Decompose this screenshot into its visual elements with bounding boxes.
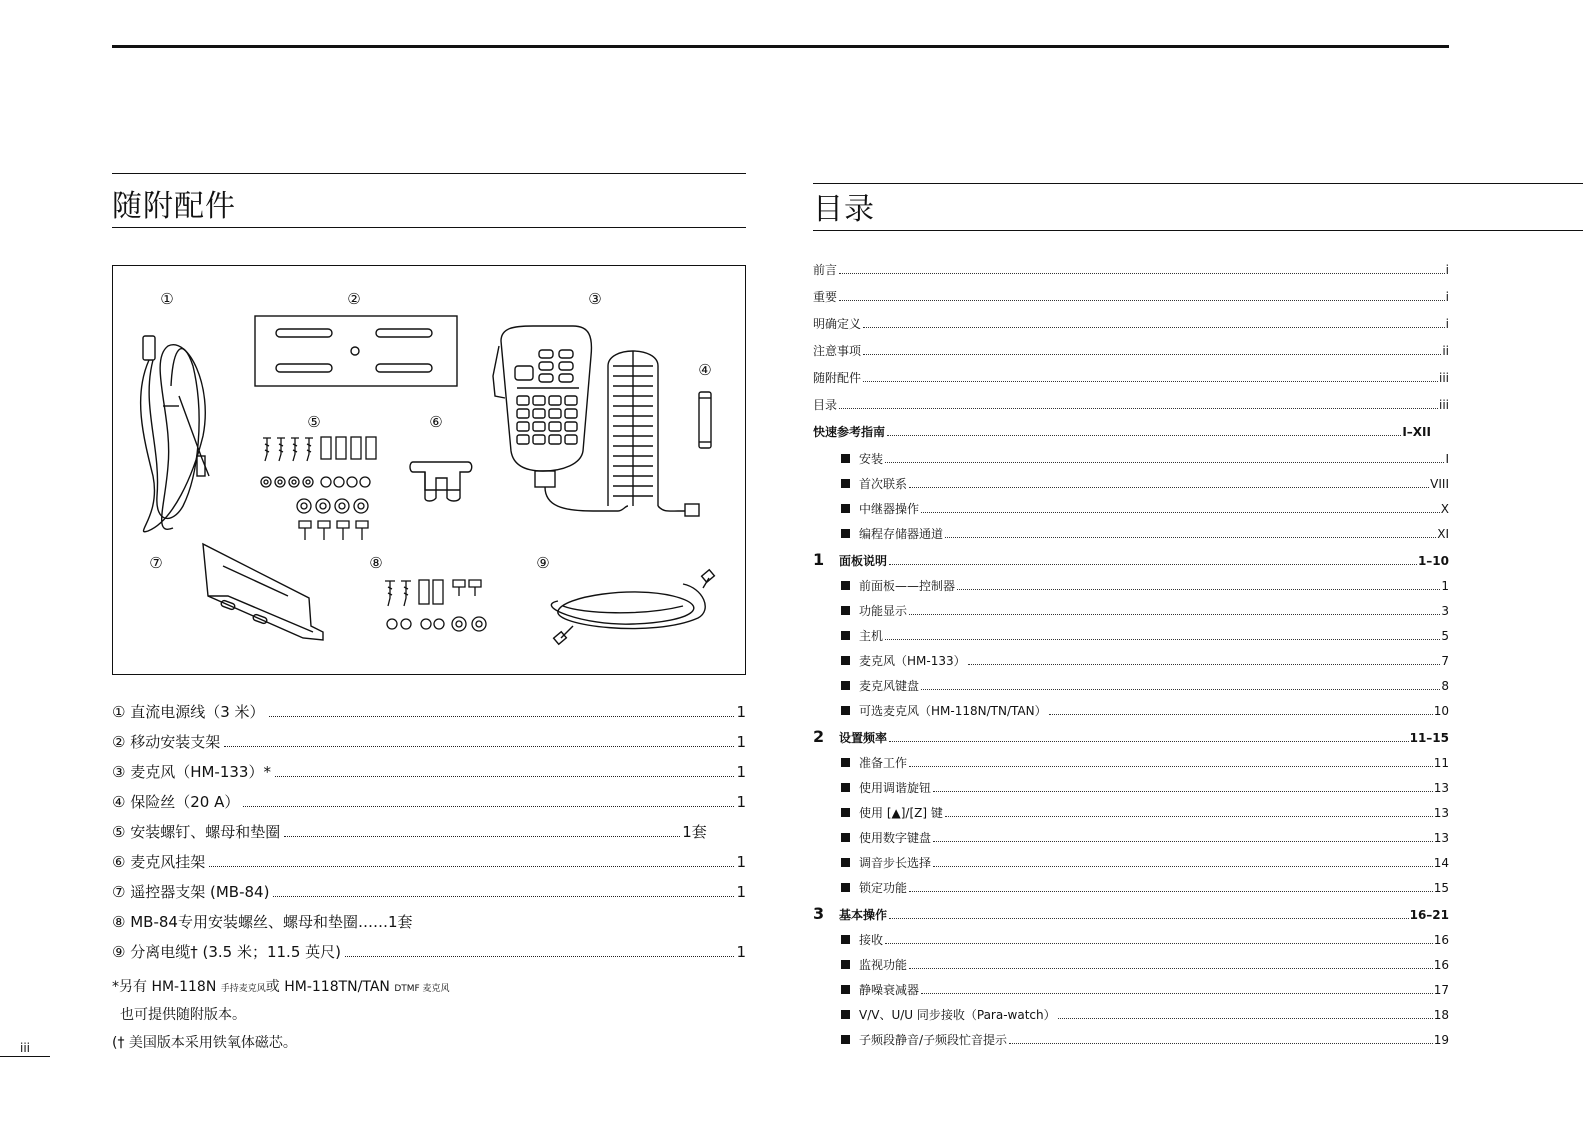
toc-entry-label: 安装 (859, 452, 884, 466)
bullet-square-icon (841, 1035, 850, 1044)
toc-entry-page: iii (1438, 398, 1449, 412)
accessories-title: 随附配件 (112, 189, 236, 224)
dot-leader (945, 537, 1436, 538)
toc-entry-label: 锁定功能 (859, 881, 908, 895)
toc-entry-label: 随附配件 (813, 371, 862, 385)
toc-entry-label: 目录 (813, 398, 838, 412)
top-rule (112, 45, 1449, 48)
toc-entry-label: 主机 (859, 629, 884, 643)
dot-leader (921, 512, 1440, 513)
dot-leader (909, 968, 1433, 969)
toc-entry[interactable] (813, 525, 1449, 550)
toc-entry-page: iii (1438, 371, 1449, 385)
footnote-small-text: DTMF 麦克风 (394, 984, 450, 994)
dot-leader (909, 487, 1429, 488)
dot-leader (933, 791, 1433, 792)
dot-leader (863, 327, 1445, 328)
figure-label-6: ⑥ (429, 413, 443, 431)
figure-label-5: ⑤ (307, 413, 321, 431)
toc-entry-label: 快速参考指南 (813, 425, 886, 439)
list-item (112, 851, 746, 881)
toc-entry-page: 10 (1433, 704, 1449, 718)
item-label: ⑥ 麦克风挂架 (112, 853, 206, 871)
footnote-ferrite: († 美国版本采用铁氧体磁芯。 (112, 1035, 297, 1051)
toc-entry-page: 7 (1441, 654, 1449, 668)
figure-label-9: ⑨ (536, 554, 550, 572)
footnote-small-text: 手持麦克风 (220, 984, 266, 994)
dot-leader (1009, 1043, 1433, 1044)
toc-entry-page: 1 (1441, 579, 1449, 593)
accessories-list (112, 701, 746, 971)
dot-leader (269, 716, 735, 717)
mb84-screws-drawing (385, 580, 486, 631)
toc-entry[interactable] (813, 500, 1449, 525)
bullet-square-icon (841, 858, 850, 867)
toc-entry[interactable] (813, 450, 1449, 475)
toc-entry[interactable] (813, 1006, 1449, 1031)
dot-leader (909, 891, 1433, 892)
toc-entry[interactable] (813, 550, 1449, 577)
item-quantity: 1 (736, 943, 746, 961)
dot-leader (275, 776, 734, 777)
dot-leader (885, 943, 1433, 944)
toc-entry-page: ii (1442, 344, 1449, 358)
figure-label-2: ② (347, 290, 361, 308)
footnote-microphone (112, 973, 746, 1001)
toc-entry-page: 17 (1433, 983, 1449, 997)
toc-entry-page: i (1445, 263, 1449, 277)
toc-entry-label: 麦克风键盘 (859, 679, 920, 693)
item-label: ④ 保险丝（20 A） (112, 793, 240, 811)
chapter-number: 2 (813, 727, 825, 746)
toc-entry[interactable] (813, 879, 1449, 904)
toc-entry-label: 中继器操作 (859, 502, 920, 516)
dot-leader (909, 766, 1433, 767)
list-item (112, 731, 746, 761)
washer-row (297, 499, 368, 513)
toc-entry[interactable] (813, 677, 1449, 702)
toc-entry-page: i (1445, 290, 1449, 304)
dot-leader (921, 993, 1433, 994)
toc-entry[interactable] (813, 727, 1449, 754)
accessories-figure (112, 265, 746, 675)
bullet-square-icon (841, 883, 850, 892)
toc-entry-page: VIII (1430, 477, 1449, 491)
toc-entry-page: 19 (1433, 1033, 1449, 1047)
bullet-square-icon (841, 529, 850, 538)
toc-entry-page: 8 (1441, 679, 1449, 693)
dot-leader (209, 866, 734, 867)
toc-entry-page: 3 (1441, 604, 1449, 618)
dot-leader (243, 806, 734, 807)
item-label: ⑤ 安装螺钉、螺母和垫圈 (112, 823, 281, 841)
item-label: ③ 麦克风（HM-133）* (112, 763, 271, 781)
bullet-square-icon (841, 606, 850, 615)
figure-label-8: ⑧ (369, 554, 383, 572)
toc-entry[interactable] (813, 904, 1449, 931)
dot-leader (933, 841, 1433, 842)
screw-row (263, 437, 376, 461)
dot-leader (273, 896, 734, 897)
toc-entry-label: 功能显示 (859, 604, 908, 618)
mic-hanger-drawing (410, 462, 472, 501)
item-label: ② 移动安装支架 (112, 733, 221, 751)
toc-entry-label: 重要 (813, 290, 838, 304)
list-item (112, 881, 746, 911)
toc-entry[interactable] (813, 931, 1449, 956)
toc-entry[interactable] (813, 956, 1449, 981)
list-item (112, 761, 746, 791)
bullet-square-icon (841, 960, 850, 969)
bullet-square-icon (841, 985, 850, 994)
dot-leader (839, 300, 1445, 301)
item-label: ① 直流电源线（3 米） (112, 703, 265, 721)
dot-leader (889, 564, 1417, 565)
bullet-square-icon (841, 706, 850, 715)
dot-leader (968, 664, 1441, 665)
toc-entry-label: 使用调谐旋钮 (859, 781, 932, 795)
dot-leader (885, 639, 1440, 640)
toc-entry-label: 前面板——控制器 (859, 579, 956, 593)
toc-entry-page: X (1440, 502, 1449, 516)
item-quantity: 1套 (682, 823, 707, 841)
fuse-drawing (699, 392, 711, 448)
toc-entry[interactable] (813, 315, 1449, 342)
list-item (112, 941, 746, 971)
list-item (112, 911, 746, 941)
toc-entry-label: 明确定义 (813, 317, 862, 331)
bullet-square-icon (841, 935, 850, 944)
toc-entry[interactable] (813, 627, 1449, 652)
page-number: iii (0, 1040, 50, 1057)
list-item (112, 821, 746, 851)
chapter-number: 3 (813, 904, 825, 923)
toc-entry[interactable] (813, 652, 1449, 677)
toc-entry-label: 调音步长选择 (859, 856, 932, 870)
item-quantity: 1 (736, 763, 746, 781)
bullet-square-icon (841, 479, 850, 488)
nut-row (261, 477, 370, 487)
toc-entry-label: 基本操作 (839, 908, 888, 922)
toc-entry[interactable] (813, 829, 1449, 854)
separation-cable-drawing (551, 570, 714, 645)
dot-leader (284, 836, 680, 837)
toc-entry-label: 子频段静音/子频段忙音提示 (859, 1033, 1008, 1047)
contents-header (813, 183, 1583, 231)
toc-entry-label: 可选麦克风（HM-118N/TN/TAN） (859, 704, 1047, 718)
toc-entry-page: 16 (1433, 933, 1449, 947)
dot-leader (863, 354, 1441, 355)
bullet-square-icon (841, 783, 850, 792)
bullet-square-icon (841, 504, 850, 513)
chapter-number: 1 (813, 550, 825, 569)
footnote-continued: 也可提供随附版本。 (120, 1007, 246, 1023)
dot-leader (887, 435, 1401, 436)
footnote-text: *另有 HM-118N (112, 979, 217, 995)
bullet-square-icon (841, 631, 850, 640)
bullet-square-icon (841, 758, 850, 767)
toc-entry-label: 注意事项 (813, 344, 862, 358)
toc-entry[interactable] (813, 804, 1449, 829)
accessories-header (112, 173, 746, 228)
toc-entry[interactable] (813, 577, 1449, 602)
toc-entry-page: 13 (1433, 831, 1449, 845)
dot-leader (933, 866, 1433, 867)
item-label: ⑧ MB-84专用安装螺丝、螺母和垫圈……1套 (112, 913, 413, 931)
toc-entry-page: 14 (1433, 856, 1449, 870)
dot-leader (885, 462, 1444, 463)
dc-power-cable-drawing (141, 336, 209, 532)
item-quantity: 1 (736, 733, 746, 751)
dot-leader (839, 408, 1438, 409)
mounting-bracket-drawing (255, 316, 457, 386)
toc-entry[interactable] (813, 475, 1449, 500)
list-item (112, 791, 746, 821)
dot-leader (1049, 714, 1433, 715)
figure-label-7: ⑦ (149, 554, 163, 572)
bullet-square-icon (841, 581, 850, 590)
toc-entry-page: 18 (1433, 1008, 1449, 1022)
bullet-square-icon (841, 656, 850, 665)
toc-entry[interactable] (813, 981, 1449, 1006)
item-label: ⑨ 分离电缆† (3.5 米；11.5 英尺) (112, 943, 341, 961)
contents-title: 目录 (813, 192, 875, 227)
toc-entry-label: 使用数字键盘 (859, 831, 932, 845)
toc-entry-page: 13 (1433, 806, 1449, 820)
item-label: ⑦ 遥控器支架 (MB-84) (112, 883, 270, 901)
toc-entry-page: 13 (1433, 781, 1449, 795)
toc-entry-label: 麦克风（HM-133） (859, 654, 966, 668)
contents-section (813, 183, 1583, 1047)
toc-entry-page: 11–15 (1409, 731, 1449, 745)
bullet-square-icon (841, 1010, 850, 1019)
toc-entry-label: 监视功能 (859, 958, 908, 972)
dot-leader (224, 746, 734, 747)
toc-entry-page: I–XII (1402, 425, 1431, 439)
toc-entry[interactable] (813, 369, 1449, 396)
toc-entry-label: 使用 [▲]/[Z] 键 (859, 806, 943, 820)
dot-leader (1058, 1018, 1433, 1019)
bullet-square-icon (841, 833, 850, 842)
toc-entry[interactable] (813, 754, 1449, 779)
toc-entry-label: 前言 (813, 263, 838, 277)
toc-entry[interactable] (813, 602, 1449, 627)
dot-leader (945, 816, 1433, 817)
toc-entry[interactable] (813, 423, 1431, 450)
toc-entry[interactable] (813, 396, 1449, 423)
list-item (112, 701, 746, 731)
toc-entry-page: 5 (1441, 629, 1449, 643)
toc-entry-page: 16 (1433, 958, 1449, 972)
toc-entry[interactable] (813, 854, 1449, 879)
toc-entry-label: 静噪衰减器 (859, 983, 920, 997)
toc-entry[interactable] (813, 342, 1449, 369)
toc-entry-label: 设置频率 (839, 731, 888, 745)
toc-entry-label: 面板说明 (839, 554, 888, 568)
toc-entry-page: 11 (1433, 756, 1449, 770)
dot-leader (889, 918, 1409, 919)
dot-leader (345, 956, 734, 957)
toc-entry[interactable] (813, 261, 1449, 288)
toc-entry-page: 15 (1433, 881, 1449, 895)
accessories-section (112, 173, 746, 1051)
toc-entry-page: XI (1437, 527, 1449, 541)
microphone-drawing (493, 326, 699, 516)
toc-entry-label: V/V、U/U 同步接收（Para-watch） (859, 1008, 1056, 1022)
item-quantity: 1 (736, 883, 746, 901)
figure-label-3: ③ (588, 290, 602, 308)
screws-nuts-washers-drawing (261, 437, 376, 540)
dot-leader (921, 689, 1440, 690)
item-quantity: 1 (736, 793, 746, 811)
dot-leader (889, 741, 1409, 742)
table-of-contents (813, 261, 1449, 1056)
bullet-square-icon (841, 681, 850, 690)
toc-entry-label: 编程存储器通道 (859, 527, 944, 541)
toc-entry[interactable] (813, 288, 1449, 315)
accessories-illustration (113, 266, 745, 674)
figure-label-4: ④ (698, 361, 712, 379)
toc-entry-page: 16–21 (1409, 908, 1449, 922)
toc-entry-page: I (1445, 452, 1449, 466)
toc-entry[interactable] (813, 702, 1449, 727)
bullet-square-icon (841, 454, 850, 463)
toc-entry-label: 接收 (859, 933, 884, 947)
toc-entry-page: i (1445, 317, 1449, 331)
item-quantity: 1 (736, 703, 746, 721)
footnotes (112, 973, 746, 1057)
toc-entry-label: 首次联系 (859, 477, 908, 491)
toc-entry[interactable] (813, 779, 1449, 804)
toc-entry-page: 1–10 (1417, 554, 1449, 568)
dot-leader (957, 589, 1440, 590)
dot-leader (863, 381, 1438, 382)
dot-leader (909, 614, 1440, 615)
footnote-text: 或 HM-118TN/TAN (265, 979, 390, 995)
bolt-row (299, 521, 368, 540)
toc-entry[interactable] (813, 1031, 1449, 1056)
bullet-square-icon (841, 808, 850, 817)
remote-bracket-drawing (203, 544, 323, 640)
figure-label-1: ① (160, 290, 174, 308)
item-quantity: 1 (736, 853, 746, 871)
dot-leader (839, 273, 1445, 274)
toc-entry-label: 准备工作 (859, 756, 908, 770)
